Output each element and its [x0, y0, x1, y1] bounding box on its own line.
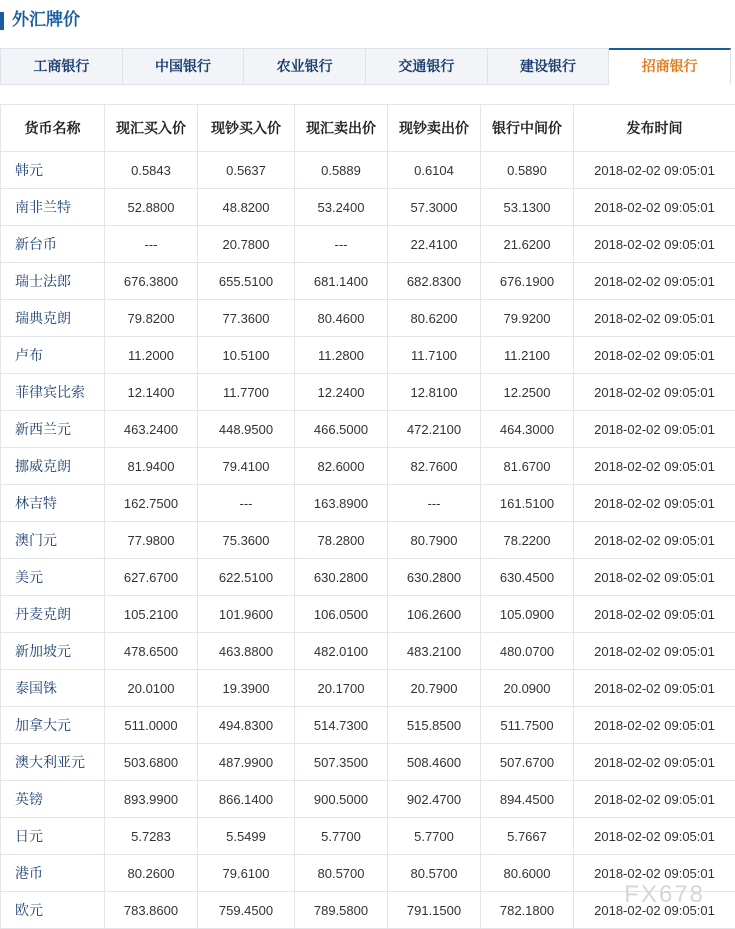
cell-spot-sell: 514.7300 — [295, 707, 388, 744]
cell-currency-name: 瑞士法郎 — [1, 263, 105, 300]
table-row — [1, 559, 735, 596]
cell-spot-sell: 163.8900 — [295, 485, 388, 522]
cell-currency-name: 韩元 — [1, 152, 105, 189]
cell-spot-sell: 482.0100 — [295, 633, 388, 670]
cell-middle-rate: 12.2500 — [481, 374, 574, 411]
table-row — [1, 522, 735, 559]
cell-spot-sell: 466.5000 — [295, 411, 388, 448]
cell-spot-buy: 893.9900 — [105, 781, 198, 818]
cell-cash-buy: 79.6100 — [198, 855, 295, 892]
column-header-spot-buy: 现汇买入价 — [105, 105, 198, 152]
cell-middle-rate: 464.3000 — [481, 411, 574, 448]
cell-spot-buy: 5.7283 — [105, 818, 198, 855]
cell-middle-rate: 782.1800 — [481, 892, 574, 929]
cell-cash-buy: 759.4500 — [198, 892, 295, 929]
cell-publish-time: 2018-02-02 09:05:01 — [574, 707, 735, 744]
cell-spot-buy: 77.9800 — [105, 522, 198, 559]
cell-cash-sell: 106.2600 — [388, 596, 481, 633]
cell-middle-rate: 20.0900 — [481, 670, 574, 707]
cell-middle-rate: 630.4500 — [481, 559, 574, 596]
cell-cash-sell: 508.4600 — [388, 744, 481, 781]
cell-currency-name: 南非兰特 — [1, 189, 105, 226]
cell-publish-time: 2018-02-02 09:05:01 — [574, 337, 735, 374]
cell-spot-sell: 789.5800 — [295, 892, 388, 929]
cell-middle-rate: 53.1300 — [481, 189, 574, 226]
cell-spot-buy: 162.7500 — [105, 485, 198, 522]
cell-currency-name: 澳门元 — [1, 522, 105, 559]
cell-middle-rate: 80.6000 — [481, 855, 574, 892]
cell-middle-rate: 21.6200 — [481, 226, 574, 263]
tab-boc[interactable]: 中国银行 — [123, 48, 245, 85]
cell-spot-buy: 52.8800 — [105, 189, 198, 226]
cell-currency-name: 挪威克朗 — [1, 448, 105, 485]
cell-cash-sell: 791.1500 — [388, 892, 481, 929]
cell-middle-rate: 676.1900 — [481, 263, 574, 300]
cell-cash-buy: --- — [198, 485, 295, 522]
column-header-publish-time: 发布时间 — [574, 105, 735, 152]
cell-spot-buy: 511.0000 — [105, 707, 198, 744]
cell-publish-time: 2018-02-02 09:05:01 — [574, 596, 735, 633]
cell-spot-buy: 463.2400 — [105, 411, 198, 448]
exchange-rate-table — [0, 104, 735, 929]
cell-cash-buy: 463.8800 — [198, 633, 295, 670]
cell-spot-sell: 507.3500 — [295, 744, 388, 781]
cell-publish-time: 2018-02-02 09:05:01 — [574, 448, 735, 485]
cell-spot-buy: 478.6500 — [105, 633, 198, 670]
title-accent-bar — [0, 12, 4, 30]
cell-middle-rate: 81.6700 — [481, 448, 574, 485]
section-header — [0, 0, 735, 44]
cell-publish-time: 2018-02-02 09:05:01 — [574, 226, 735, 263]
cell-currency-name: 菲律宾比索 — [1, 374, 105, 411]
cell-spot-buy: --- — [105, 226, 198, 263]
column-header-currency-name: 货币名称 — [1, 105, 105, 152]
cell-cash-buy: 448.9500 — [198, 411, 295, 448]
cell-middle-rate: 5.7667 — [481, 818, 574, 855]
cell-cash-buy: 494.8300 — [198, 707, 295, 744]
table-row — [1, 633, 735, 670]
cell-currency-name: 瑞典克朗 — [1, 300, 105, 337]
cell-middle-rate: 78.2200 — [481, 522, 574, 559]
cell-cash-sell: 20.7900 — [388, 670, 481, 707]
cell-publish-time: 2018-02-02 09:05:01 — [574, 263, 735, 300]
table-row — [1, 485, 735, 522]
cell-publish-time: 2018-02-02 09:05:01 — [574, 411, 735, 448]
table-row — [1, 448, 735, 485]
cell-cash-buy: 20.7800 — [198, 226, 295, 263]
watermark-logo: FX678 — [624, 881, 705, 909]
cell-publish-time: 2018-02-02 09:05:01 — [574, 189, 735, 226]
cell-cash-buy: 75.3600 — [198, 522, 295, 559]
column-header-cash-buy: 现钞买入价 — [198, 105, 295, 152]
cell-spot-sell: 900.5000 — [295, 781, 388, 818]
cell-cash-sell: 80.7900 — [388, 522, 481, 559]
cell-spot-buy: 12.1400 — [105, 374, 198, 411]
cell-spot-buy: 676.3800 — [105, 263, 198, 300]
cell-publish-time: 2018-02-02 09:05:01 — [574, 744, 735, 781]
cell-cash-sell: 682.8300 — [388, 263, 481, 300]
cell-currency-name: 英镑 — [1, 781, 105, 818]
table-header-row — [1, 105, 735, 152]
cell-cash-sell: --- — [388, 485, 481, 522]
cell-currency-name: 新加坡元 — [1, 633, 105, 670]
cell-publish-time: 2018-02-02 09:05:01 — [574, 522, 735, 559]
cell-spot-sell: 630.2800 — [295, 559, 388, 596]
cell-cash-buy: 19.3900 — [198, 670, 295, 707]
table-row — [1, 300, 735, 337]
cell-cash-sell: 483.2100 — [388, 633, 481, 670]
cell-cash-sell: 472.2100 — [388, 411, 481, 448]
cell-publish-time: 2018-02-02 09:05:01 — [574, 152, 735, 189]
cell-publish-time: 2018-02-02 09:05:01 — [574, 781, 735, 818]
cell-currency-name: 加拿大元 — [1, 707, 105, 744]
cell-cash-buy: 5.5499 — [198, 818, 295, 855]
cell-cash-sell: 515.8500 — [388, 707, 481, 744]
cell-cash-buy: 10.5100 — [198, 337, 295, 374]
table-row — [1, 263, 735, 300]
cell-middle-rate: 511.7500 — [481, 707, 574, 744]
table-row — [1, 670, 735, 707]
cell-cash-buy: 0.5637 — [198, 152, 295, 189]
table-row — [1, 707, 735, 744]
cell-spot-sell: 80.5700 — [295, 855, 388, 892]
cell-spot-sell: 12.2400 — [295, 374, 388, 411]
cell-currency-name: 丹麦克朗 — [1, 596, 105, 633]
cell-spot-buy: 627.6700 — [105, 559, 198, 596]
column-header-middle-rate: 银行中间价 — [481, 105, 574, 152]
tab-icbc[interactable]: 工商银行 — [0, 48, 123, 85]
table-row — [1, 226, 735, 263]
cell-cash-sell: 5.7700 — [388, 818, 481, 855]
cell-cash-buy: 655.5100 — [198, 263, 295, 300]
table-row — [1, 337, 735, 374]
page-title: 外汇牌价 — [12, 9, 80, 31]
cell-cash-buy: 866.1400 — [198, 781, 295, 818]
cell-spot-sell: 20.1700 — [295, 670, 388, 707]
cell-publish-time: 2018-02-02 09:05:01 — [574, 892, 735, 929]
cell-middle-rate: 0.5890 — [481, 152, 574, 189]
tab-abc[interactable]: 农业银行 — [244, 48, 366, 85]
cell-publish-time: 2018-02-02 09:05:01 — [574, 670, 735, 707]
cell-currency-name: 林吉特 — [1, 485, 105, 522]
cell-cash-sell: 22.4100 — [388, 226, 481, 263]
cell-currency-name: 日元 — [1, 818, 105, 855]
cell-middle-rate: 480.0700 — [481, 633, 574, 670]
cell-spot-buy: 80.2600 — [105, 855, 198, 892]
cell-spot-buy: 783.8600 — [105, 892, 198, 929]
cell-cash-buy: 487.9900 — [198, 744, 295, 781]
cell-cash-sell: 80.6200 — [388, 300, 481, 337]
cell-currency-name: 泰国铢 — [1, 670, 105, 707]
table-row — [1, 411, 735, 448]
cell-middle-rate: 507.6700 — [481, 744, 574, 781]
cell-publish-time: 2018-02-02 09:05:01 — [574, 633, 735, 670]
cell-currency-name: 新西兰元 — [1, 411, 105, 448]
cell-cash-sell: 630.2800 — [388, 559, 481, 596]
cell-spot-sell: 78.2800 — [295, 522, 388, 559]
cell-publish-time: 2018-02-02 09:05:01 — [574, 559, 735, 596]
table-row — [1, 152, 735, 189]
cell-middle-rate: 161.5100 — [481, 485, 574, 522]
table-row — [1, 596, 735, 633]
cell-cash-sell: 11.7100 — [388, 337, 481, 374]
cell-spot-buy: 81.9400 — [105, 448, 198, 485]
cell-currency-name: 新台币 — [1, 226, 105, 263]
cell-cash-sell: 902.4700 — [388, 781, 481, 818]
cell-spot-buy: 503.6800 — [105, 744, 198, 781]
tab-bocom[interactable]: 交通银行 — [366, 48, 488, 85]
cell-spot-sell: 82.6000 — [295, 448, 388, 485]
cell-spot-buy: 11.2000 — [105, 337, 198, 374]
cell-spot-sell: 106.0500 — [295, 596, 388, 633]
column-header-spot-sell: 现汇卖出价 — [295, 105, 388, 152]
cell-spot-sell: 53.2400 — [295, 189, 388, 226]
cell-cash-sell: 0.6104 — [388, 152, 481, 189]
cell-cash-sell: 80.5700 — [388, 855, 481, 892]
table-row — [1, 781, 735, 818]
cell-cash-buy: 77.3600 — [198, 300, 295, 337]
cell-middle-rate: 79.9200 — [481, 300, 574, 337]
table-row — [1, 744, 735, 781]
cell-publish-time: 2018-02-02 09:05:01 — [574, 818, 735, 855]
tab-ccb[interactable]: 建设银行 — [488, 48, 610, 85]
cell-spot-buy: 105.2100 — [105, 596, 198, 633]
cell-cash-buy: 11.7700 — [198, 374, 295, 411]
table-row — [1, 189, 735, 226]
cell-spot-sell: 80.4600 — [295, 300, 388, 337]
bank-tabs — [0, 48, 731, 85]
cell-middle-rate: 894.4500 — [481, 781, 574, 818]
cell-currency-name: 卢布 — [1, 337, 105, 374]
cell-currency-name: 澳大利亚元 — [1, 744, 105, 781]
cell-spot-buy: 0.5843 — [105, 152, 198, 189]
cell-publish-time: 2018-02-02 09:05:01 — [574, 374, 735, 411]
cell-cash-buy: 622.5100 — [198, 559, 295, 596]
cell-spot-sell: 681.1400 — [295, 263, 388, 300]
cell-currency-name: 美元 — [1, 559, 105, 596]
cell-cash-buy: 101.9600 — [198, 596, 295, 633]
cell-spot-sell: --- — [295, 226, 388, 263]
cell-cash-buy: 48.8200 — [198, 189, 295, 226]
cell-spot-sell: 11.2800 — [295, 337, 388, 374]
tab-cmb[interactable]: 招商银行 — [609, 48, 731, 85]
table-row — [1, 818, 735, 855]
cell-spot-buy: 20.0100 — [105, 670, 198, 707]
cell-currency-name: 欧元 — [1, 892, 105, 929]
cell-publish-time: 2018-02-02 09:05:01 — [574, 485, 735, 522]
cell-publish-time: 2018-02-02 09:05:01 — [574, 855, 735, 892]
cell-spot-buy: 79.8200 — [105, 300, 198, 337]
cell-spot-sell: 0.5889 — [295, 152, 388, 189]
cell-spot-sell: 5.7700 — [295, 818, 388, 855]
column-header-cash-sell: 现钞卖出价 — [388, 105, 481, 152]
table-row — [1, 374, 735, 411]
cell-middle-rate: 105.0900 — [481, 596, 574, 633]
cell-middle-rate: 11.2100 — [481, 337, 574, 374]
cell-publish-time: 2018-02-02 09:05:01 — [574, 300, 735, 337]
cell-currency-name: 港币 — [1, 855, 105, 892]
cell-cash-sell: 57.3000 — [388, 189, 481, 226]
cell-cash-sell: 82.7600 — [388, 448, 481, 485]
cell-cash-sell: 12.8100 — [388, 374, 481, 411]
cell-cash-buy: 79.4100 — [198, 448, 295, 485]
